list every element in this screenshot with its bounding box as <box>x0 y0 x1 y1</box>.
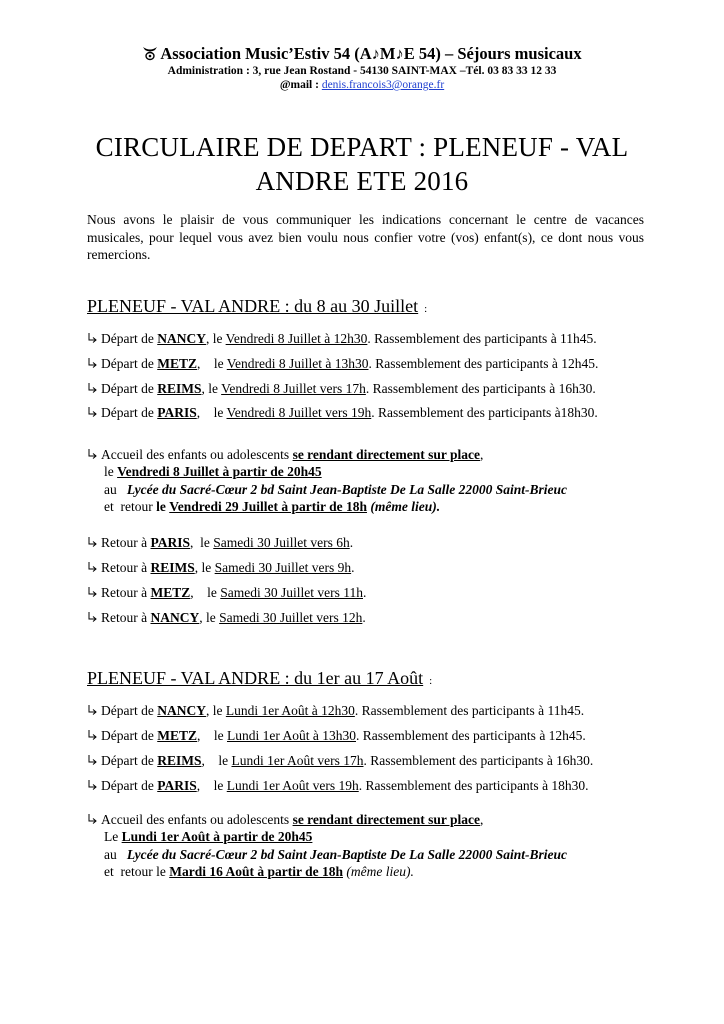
accueil-line4: et retour le Mardi 16 Août à partir de 18h (même lieu). <box>104 864 414 879</box>
departure-row: Départ de REIMS, le Vendredi 8 Juillet vers 17h. Rassemblement des participants à 16h30. <box>87 380 687 397</box>
arrow-bullet-icon <box>87 448 98 461</box>
document-title-line2: ANDRE ETE 2016 <box>255 166 469 196</box>
arrow-bullet-icon <box>87 729 98 742</box>
association-title-text: Association Music’Estiv 54 (A♪M♪E 54) – Séjours musicaux <box>160 44 582 63</box>
section-heading-aout: PLENEUF - VAL ANDRE : du 1er au 17 Août : <box>87 668 433 688</box>
intro-paragraph: Nous avons le plaisir de vous communiquer les indications concernant le centre de vacances musicales, pour lequel vous avez bien voulu nous confier votre (vos) enfant(s), ce dont nous vous remercions. <box>87 212 644 262</box>
section-heading-text: PLENEUF - VAL ANDRE : du 1er au 17 Août <box>87 668 424 688</box>
arrow-bullet-icon <box>87 561 98 574</box>
return-row: Retour à REIMS, le Samedi 30 Juillet vers 9h. <box>87 559 687 576</box>
document-title-line1: CIRCULAIRE DE DEPART : PLENEUF - VAL <box>95 132 629 162</box>
music-logo-icon <box>142 46 158 61</box>
admin-text: : 3, rue Jean Rostand - 54130 SAINT-MAX –Tél. 03 83 33 12 33 <box>245 65 557 77</box>
accueil-line3: au Lycée du Sacré-Cœur 2 bd Saint Jean-Baptiste De La Salle 22000 Saint-Brieuc <box>104 847 567 862</box>
mail-line <box>0 78 724 92</box>
mail-sep: : <box>312 79 322 91</box>
arrow-bullet-icon <box>87 779 98 792</box>
email-link[interactable]: denis.francois3@orange.fr <box>321 79 445 91</box>
accueil-line1: Accueil des enfants ou adolescents se rendant directement sur place, <box>87 811 687 828</box>
return-row: Retour à NANCY, le Samedi 30 Juillet vers 12h. <box>87 609 687 626</box>
arrow-bullet-icon <box>87 536 98 549</box>
section-heading-juillet: PLENEUF - VAL ANDRE : du 8 au 30 Juillet : <box>87 296 428 316</box>
arrow-bullet-icon <box>87 332 98 345</box>
arrow-bullet-icon <box>87 406 98 419</box>
accueil-line3: au Lycée du Sacré-Cœur 2 bd Saint Jean-Baptiste De La Salle 22000 Saint-Brieuc <box>104 482 567 497</box>
departure-row: Départ de PARIS, le Vendredi 8 Juillet vers 19h. Rassemblement des participants à18h30. <box>87 404 687 421</box>
accueil-line1: Accueil des enfants ou adolescents se rendant directement sur place, <box>87 446 687 463</box>
return-row: Retour à METZ, le Samedi 30 Juillet vers 11h. <box>87 584 687 601</box>
departure-row: Départ de NANCY, le Lundi 1er Août à 12h30. Rassemblement des participants à 11h45. <box>87 702 687 719</box>
departure-row: Départ de PARIS, le Lundi 1er Août vers 19h. Rassemblement des participants à 18h30. <box>87 777 687 794</box>
departure-row: Départ de METZ, le Lundi 1er Août à 13h30. Rassemblement des participants à 12h45. <box>87 727 687 744</box>
accueil-line2: le Vendredi 8 Juillet à partir de 20h45 <box>104 464 322 479</box>
arrow-bullet-icon <box>87 754 98 767</box>
association-title <box>0 44 724 64</box>
departure-row: Départ de METZ, le Vendredi 8 Juillet à 13h30. Rassemblement des participants à 12h45. <box>87 355 687 372</box>
letterhead <box>0 44 724 92</box>
departure-row: Départ de NANCY, le Vendredi 8 Juillet à 12h30. Rassemblement des participants à 11h45. <box>87 330 687 347</box>
arrow-bullet-icon <box>87 357 98 370</box>
accueil-line2: Le Lundi 1er Août à partir de 20h45 <box>104 829 313 844</box>
arrow-bullet-icon <box>87 704 98 717</box>
arrow-bullet-icon <box>87 586 98 599</box>
arrow-bullet-icon <box>87 813 98 826</box>
document-title <box>60 130 664 198</box>
accueil-line4: et retour le Vendredi 29 Juillet à partir de 18h (même lieu). <box>104 499 441 514</box>
arrow-bullet-icon <box>87 382 98 395</box>
admin-address <box>0 64 724 78</box>
departure-row: Départ de REIMS, le Lundi 1er Août vers 17h. Rassemblement des participants à 16h30. <box>87 752 687 769</box>
admin-label: Administration <box>167 65 244 77</box>
section-heading-text: PLENEUF - VAL ANDRE : du 8 au 30 Juillet <box>87 296 419 316</box>
mail-label: @mail <box>279 79 313 91</box>
arrow-bullet-icon <box>87 611 98 624</box>
return-row: Retour à PARIS, le Samedi 30 Juillet vers 6h. <box>87 534 687 551</box>
